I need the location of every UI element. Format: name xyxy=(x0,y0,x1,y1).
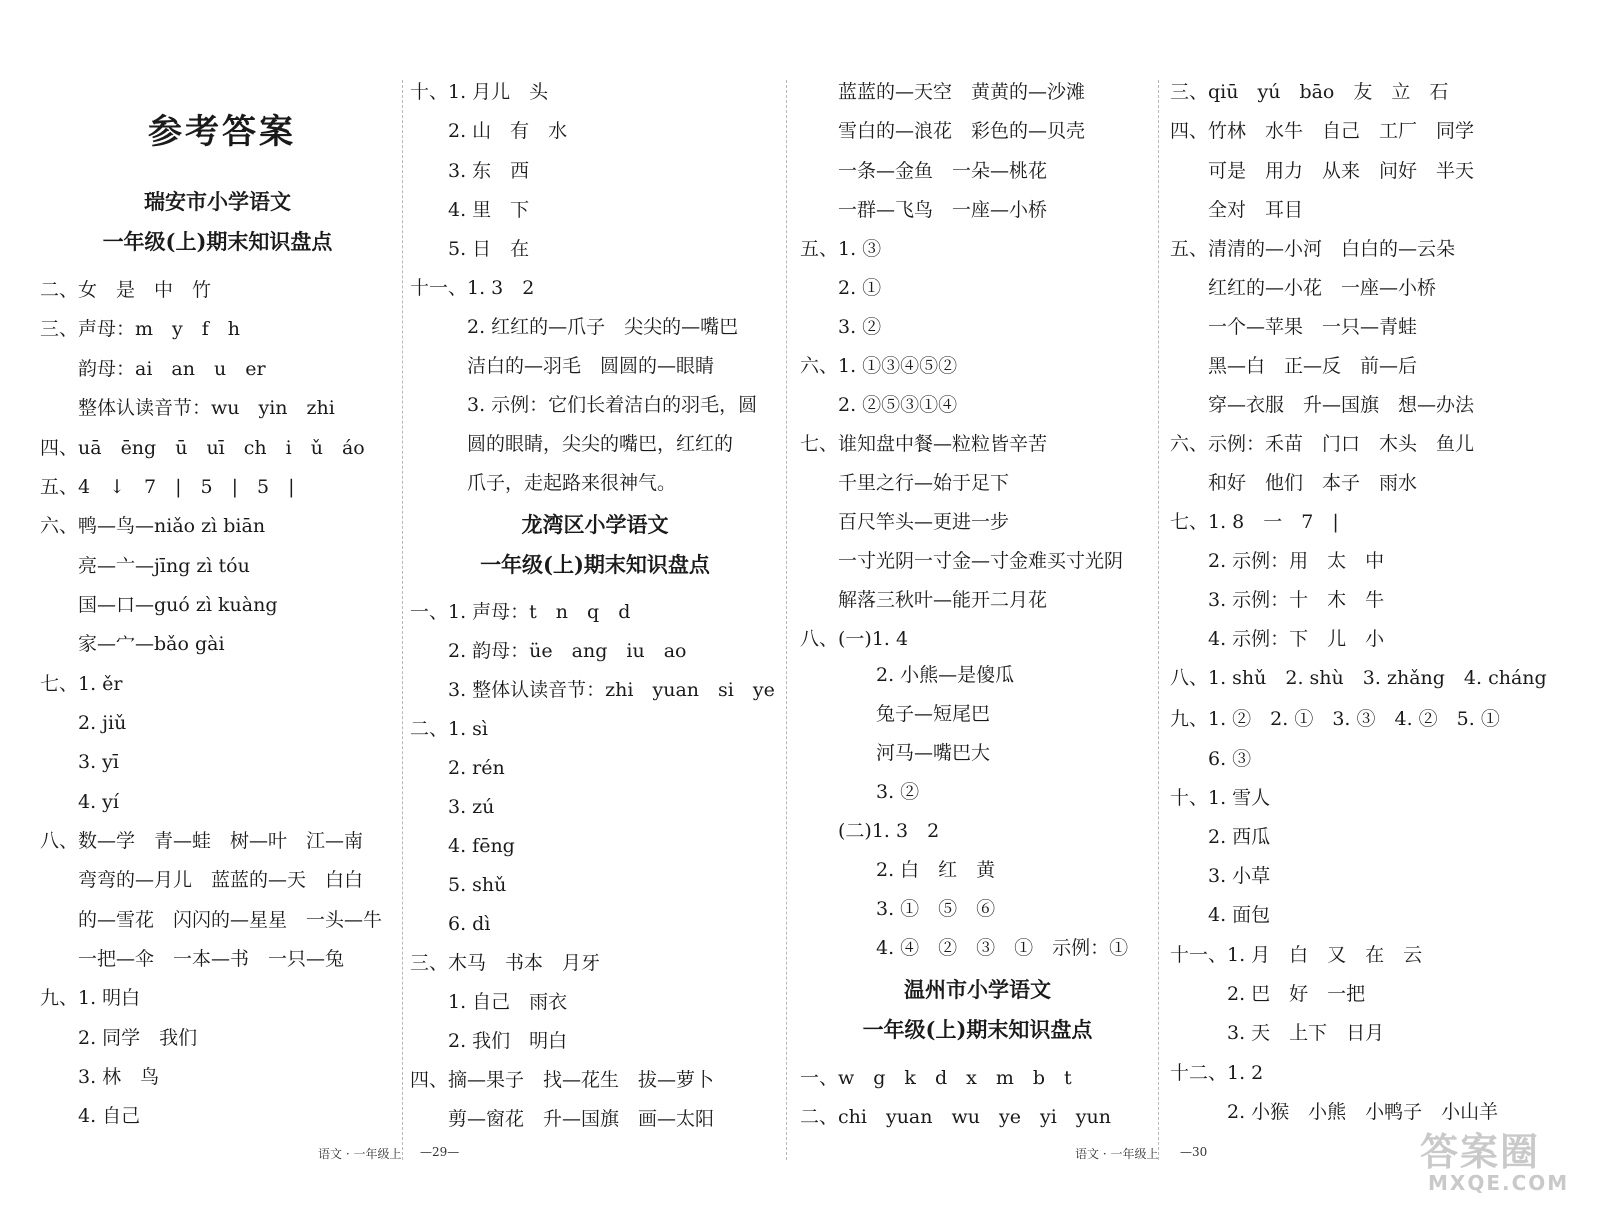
answer-line: 五、清清的—小河 白白的—云朵 xyxy=(1170,238,1456,260)
answer-line: 四、摘—果子 找—花生 拔—萝卜 xyxy=(410,1069,715,1091)
answer-line: 2. 同学 我们 xyxy=(40,1027,198,1049)
section-heading-wenzhou: 一年级(上)期末知识盘点 xyxy=(862,1017,1093,1042)
answer-line: 2. 白 红 黄 xyxy=(800,859,996,881)
answer-line: 黑—白 正—反 前—后 xyxy=(1170,355,1418,377)
answer-line: 九、1. 明白 xyxy=(40,987,141,1009)
answer-line: 雪白的—浪花 彩色的—贝壳 xyxy=(800,120,1086,142)
answer-line: 圆的眼睛，尖尖的嘴巴，红红的 xyxy=(410,433,734,455)
section-heading-ruian: 一年级(上)期末知识盘点 xyxy=(102,229,333,254)
answer-line: 国—口—guó zì kuàng xyxy=(40,594,278,616)
footer-page-left: —29— xyxy=(420,1145,460,1159)
answer-line: 一个—苹果 一只—青蛙 xyxy=(1170,316,1418,338)
answer-line: 一寸光阴一寸金—寸金难买寸光阴 xyxy=(800,550,1124,572)
section-school-wenzhou: 温州市小学语文 xyxy=(904,977,1051,1002)
answer-line: 全对 耳目 xyxy=(1170,199,1304,221)
answer-line: 2. 红红的—爪子 尖尖的—嘴巴 xyxy=(410,316,739,338)
answer-line: 2. jiǔ xyxy=(40,712,127,734)
answer-line: 四、uā ēng ū uī ch i ǔ áo xyxy=(40,437,365,459)
answer-line: 4. 面包 xyxy=(1170,904,1271,926)
answer-line: 5. 日 在 xyxy=(410,238,530,260)
answer-line: 一、1. 声母：t n q d xyxy=(410,601,631,623)
answer-line: 六、1. ①③④⑤② xyxy=(800,355,958,377)
section-heading-longwan: 一年级(上)期末知识盘点 xyxy=(480,552,710,577)
footer-label-right: 语文 · 一年级上 xyxy=(1075,1147,1159,1161)
answer-line: 2. 小猴 小熊 小鸭子 小山羊 xyxy=(1170,1101,1499,1123)
answer-line: 剪—窗花 升—国旗 画—太阳 xyxy=(410,1108,715,1130)
answer-line: 2. 山 有 水 xyxy=(410,120,568,142)
answer-line: 二、女 是 中 竹 xyxy=(40,279,212,301)
answer-line: 和好 他们 本子 雨水 xyxy=(1170,472,1418,494)
answer-line: 十、1. 雪人 xyxy=(1170,787,1271,809)
page-title: 参考答案 xyxy=(148,112,296,152)
answer-line: (二)1. 3 2 xyxy=(800,820,940,842)
answer-line: 五、4 ↓ 7 | 5 | 5 | xyxy=(40,476,295,498)
footer-label-left: 语文 · 一年级上 xyxy=(318,1147,402,1161)
answer-line: 3. ② xyxy=(800,781,920,803)
answer-line: 十二、1. 2 xyxy=(1170,1062,1264,1084)
answer-line: 2. 巴 好 一把 xyxy=(1170,983,1366,1005)
answer-line: 3. 整体认读音节：zhi yuan si ye xyxy=(410,679,775,701)
answer-line: 八、(一)1. 4 xyxy=(800,628,909,650)
section-school-ruian: 瑞安市小学语文 xyxy=(144,189,291,214)
answer-line: 2. 小熊—是傻瓜 xyxy=(800,664,1015,686)
answer-line: 4. 示例：下 儿 小 xyxy=(1170,628,1385,650)
answer-line: 三、木马 书本 月牙 xyxy=(410,952,601,974)
answer-line: 3. 示例：十 木 牛 xyxy=(1170,589,1385,611)
answer-line: 6. ③ xyxy=(1170,748,1252,770)
answer-line: 一群—飞鸟 一座—小桥 xyxy=(800,199,1048,221)
answer-line: 2. ②⑤③①④ xyxy=(800,394,958,416)
answer-line: 4. ④ ② ③ ① 示例：① xyxy=(800,937,1129,959)
answer-line: 的—雪花 闪闪的—星星 一头—牛 xyxy=(40,909,383,931)
answer-line: 2. rén xyxy=(410,757,505,779)
answer-line: 二、chi yuan wu ye yi yun xyxy=(800,1106,1111,1128)
answer-line: 七、谁知盘中餐—粒粒皆辛苦 xyxy=(800,433,1048,455)
answer-line: 整体认读音节：wu yin zhi xyxy=(40,397,335,419)
answer-line: 2. 韵母：üe ang iu ao xyxy=(410,640,687,662)
answer-line: 十一、1. 月 白 又 在 云 xyxy=(1170,944,1423,966)
answer-line: 2. 示例：用 太 中 xyxy=(1170,550,1385,572)
answer-line: 3. 小草 xyxy=(1170,865,1271,887)
answer-line: 3. 东 西 xyxy=(410,160,530,182)
answer-line: 九、1. ② 2. ① 3. ③ 4. ② 5. ① xyxy=(1170,708,1500,730)
answer-line: 四、竹林 水牛 自己 工厂 同学 xyxy=(1170,120,1475,142)
answer-line: 家—宀—bǎo gài xyxy=(40,633,225,655)
answer-line: 3. 天 上下 日月 xyxy=(1170,1022,1385,1044)
answer-line: 河马—嘴巴大 xyxy=(800,742,991,764)
answer-line: 红红的—小花 一座—小桥 xyxy=(1170,277,1437,299)
answer-line: 3. 林 鸟 xyxy=(40,1066,160,1088)
answer-line: 百尺竿头—更进一步 xyxy=(800,511,1010,533)
answer-line: 一、w g k d x m b t xyxy=(800,1067,1072,1089)
answer-line: 3. yī xyxy=(40,751,119,773)
answer-line: 八、数—学 青—蛙 树—叶 江—南 xyxy=(40,830,364,852)
answer-line: 解落三秋叶—能开二月花 xyxy=(800,589,1048,611)
answer-line: 七、1. 8 一 7 | xyxy=(1170,511,1339,533)
answer-line: 3. ② xyxy=(800,316,882,338)
answer-line: 一把—伞 一本—书 一只—兔 xyxy=(40,948,345,970)
answer-line: 6. dì xyxy=(410,913,491,935)
answer-line: 1. 自己 雨衣 xyxy=(410,991,568,1013)
watermark-url: MXQE.COM xyxy=(1428,1171,1570,1195)
answer-line: 八、1. shǔ 2. shù 3. zhǎng 4. cháng xyxy=(1170,667,1547,689)
answer-line: 三、声母：m y f h xyxy=(40,318,241,340)
watermark-text: 答案圈 xyxy=(1420,1130,1541,1174)
answer-line: 爪子，走起路来很神气。 xyxy=(410,472,677,494)
footer-page-right: —30 xyxy=(1180,1145,1208,1159)
answer-line: 五、1. ③ xyxy=(800,238,882,260)
answer-line: 兔子—短尾巴 xyxy=(800,703,991,725)
answer-line: 4. fēng xyxy=(410,835,515,857)
column-divider xyxy=(402,80,403,1160)
answer-line: 七、1. ěr xyxy=(40,673,123,695)
answer-line: 三、qiū yú bāo 友 立 石 xyxy=(1170,81,1449,103)
answer-line: 2. ① xyxy=(800,277,882,299)
answer-line: 亮—亠—jīng zì tóu xyxy=(40,555,250,577)
answer-line: 十、1. 月儿 头 xyxy=(410,81,549,103)
answer-line: 4. 里 下 xyxy=(410,199,530,221)
answer-line: 3. 示例：它们长着洁白的羽毛，圆 xyxy=(410,394,758,416)
answer-line: 二、1. sì xyxy=(410,718,488,740)
answer-line: 5. shǔ xyxy=(410,874,507,896)
answer-line: 六、示例：禾苗 门口 木头 鱼儿 xyxy=(1170,433,1475,455)
column-divider xyxy=(1158,80,1159,1160)
answer-line: 可是 用力 从来 问好 半天 xyxy=(1170,160,1475,182)
section-school-longwan: 龙湾区小学语文 xyxy=(521,512,669,537)
answer-line: 3. ① ⑤ ⑥ xyxy=(800,898,996,920)
answer-line: 2. 我们 明白 xyxy=(410,1030,568,1052)
column-divider xyxy=(786,80,787,1160)
answer-line: 4. 自己 xyxy=(40,1105,141,1127)
answer-line: 4. yí xyxy=(40,791,119,813)
answer-line: 一条—金鱼 一朵—桃花 xyxy=(800,160,1048,182)
answer-line: 六、鸭—鸟—niǎo zì biān xyxy=(40,515,266,537)
answer-line: 千里之行—始于足下 xyxy=(800,472,1010,494)
answer-line: 洁白的—羽毛 圆圆的—眼睛 xyxy=(410,355,715,377)
watermark-logo xyxy=(1420,1121,1570,1201)
answer-line: 十一、1. 3 2 xyxy=(410,277,535,299)
answer-line: 穿—衣服 升—国旗 想—办法 xyxy=(1170,394,1475,416)
answer-line: 韵母：ai an u er xyxy=(40,358,266,380)
answer-line: 3. zú xyxy=(410,796,495,818)
answer-line: 2. 西瓜 xyxy=(1170,826,1271,848)
answer-line: 弯弯的—月儿 蓝蓝的—天 白白 xyxy=(40,869,364,891)
answer-line: 蓝蓝的—天空 黄黄的—沙滩 xyxy=(800,81,1086,103)
